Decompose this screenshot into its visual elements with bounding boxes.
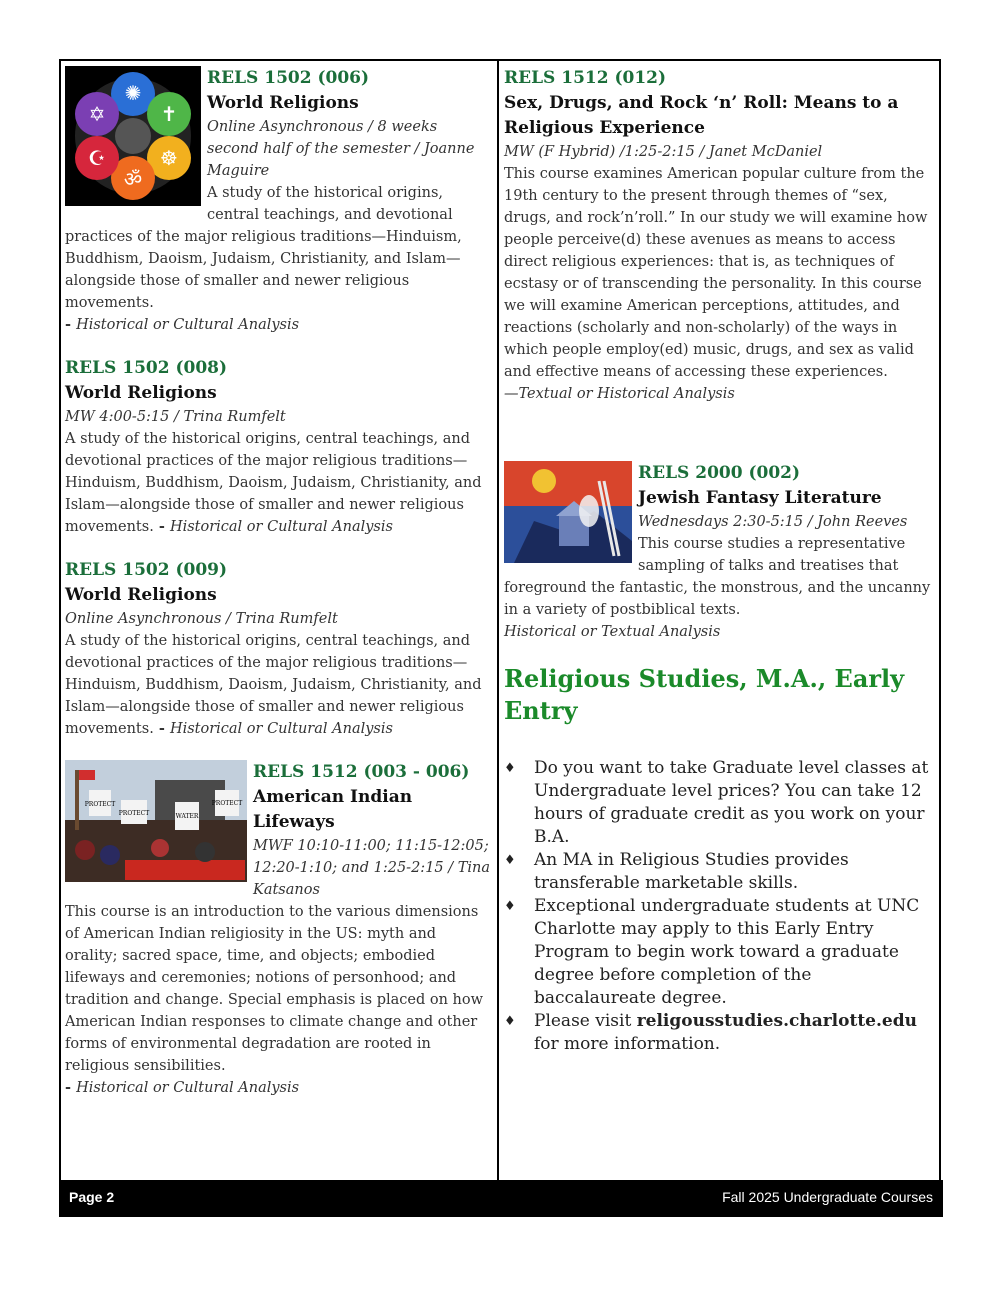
bullet-prefix: Please visit [534,1011,637,1031]
course-analysis: —Textual or Historical Analysis [504,386,735,402]
analysis-dash: - [153,518,170,535]
early-entry-bullet-list [504,757,936,1056]
protest-photo-image [65,760,247,882]
fantasy-painting-image [504,461,632,563]
course-title: World Religions [65,585,217,605]
course-title: World Religions [207,93,359,113]
course-description: This course is an introduction to the various dimensions of American Indian religiosity in the US: myth and orality; sacred space, time, and objects; embodied lifeways and ceremonies; notions of personhood; and tradition and change. Special emphasis is placed on how American Indian responses to climate change and other forms of environmental degradation are rooted in religious sensibilities. [65,904,484,1074]
course-rels-1512-012 [504,66,936,405]
course-title: World Religions [65,383,217,403]
course-description [65,428,493,538]
description-text: A study of the historical origins, central teachings, and devotional practices of the major religious traditions—Hinduism, Buddhism, Daoism, Judaism, Christianity, and Islam—alongside those of smaller and newer religious movements. [65,431,482,535]
course-meta: Online Asynchronous / 8 weeks second half of the semester / Joanne Maguire [207,119,475,179]
analysis-dash: - [153,720,170,737]
bullet-text: Do you want to take Graduate level classes at Undergraduate level prices? You can take 12 hours of graduate credit as you work on your B.A. [534,758,929,847]
analysis-text: Historical or Cultural Analysis [169,721,393,737]
course-rels-1502-006 [65,66,493,336]
course-rels-2000-002 [504,461,936,643]
diamond-bullet-icon: ♦ [504,761,516,776]
list-item [504,757,936,849]
course-analysis [65,314,493,336]
list-item [504,895,936,1010]
page-number: Page 2 [69,1189,115,1205]
description-text: A study of the historical origins, central teachings, and devotional practices of the major religious traditions—Hinduism, Buddhism, Daoism, Judaism, Christianity, and Islam—alongside those of smaller and newer religious movements. [65,633,482,737]
svg-text:☸: ☸ [160,146,178,170]
svg-text:✺: ✺ [124,81,142,105]
course-description: A study of the historical origins, central teachings, and devotional practices of the major religious traditions—Hinduism, Buddhism, Daoism, Judaism, Christianity, and Islam—alongside those of smaller and newer religious movements. [65,185,462,311]
left-column [65,66,493,1119]
analysis-dash: - [65,316,77,333]
analysis-text: Historical or Cultural Analysis [169,519,393,535]
course-code: RELS 1502 (009) [65,560,228,580]
course-description [65,630,493,740]
course-code: RELS 2000 (002) [638,463,801,483]
course-meta: MWF 10:10-11:00; 11:15-12:05; 12:20-1:10; and 1:25-2:15 / Tina Katsanos [253,838,491,898]
course-description: This course examines American popular culture from the 19th century to the present through themes of “sex, drugs, and rock’n’roll.” In our study we will examine how people perceive(d) these avenues as means to access direct religious experiences: that is, as techniques of ecstasy or of transcending the personality. In this course we will examine American perceptions, attitudes, and reactions (scholarly and non-scholarly) of the ways in which people employ(ed) music, drugs, and sex as valid and effective means of accessing these experiences. [504,166,928,380]
course-code: RELS 1502 (006) [207,68,370,88]
svg-text:ॐ: ॐ [123,167,143,191]
course-title: American Indian Lifeways [253,787,413,832]
diamond-bullet-icon: ♦ [504,899,516,914]
bullet-text: Exceptional undergraduate students at UNC Charlotte may apply to this Early Entry Program to begin work toward a graduate degree before completion of the baccalaureate degree. [534,896,920,1008]
course-meta: MW 4:00-5:15 / Trina Rumfelt [65,409,286,425]
course-code: RELS 1512 (003 - 006) [253,762,470,782]
analysis-dash: - [65,1079,77,1096]
svg-text:☪: ☪ [88,146,106,170]
early-entry-heading: Religious Studies, M.A., Early Entry [504,664,905,725]
protest-sign: PROTECT [118,810,150,817]
course-title: Sex, Drugs, and Rock ‘n’ Roll: Means to a Religious Experience [504,93,899,138]
course-meta: Wednesdays 2:30-5:15 / John Reeves [638,514,908,530]
diamond-bullet-icon: ♦ [504,1014,516,1029]
course-title: Jewish Fantasy Literature [638,488,882,508]
course-analysis: Historical or Textual Analysis [504,624,721,640]
protest-sign: PROTECT [84,801,116,808]
protest-sign: PROTECT [211,800,243,807]
svg-text:✝: ✝ [160,102,178,126]
page-footer [59,1180,943,1217]
list-item [504,1010,936,1056]
bullet-suffix: for more information. [534,1034,721,1054]
analysis-text: Historical or Cultural Analysis [76,317,300,333]
column-divider [497,60,499,1180]
course-rels-1512-003-006 [65,760,493,1099]
analysis-text: Historical or Cultural Analysis [76,1080,300,1096]
course-meta: MW (F Hybrid) /1:25-2:15 / Janet McDaniel [504,144,823,160]
bullet-text: An MA in Religious Studies provides transferable marketable skills. [534,850,849,893]
diamond-bullet-icon: ♦ [504,853,516,868]
course-rels-1502-008 [65,356,493,538]
right-column [504,66,936,1056]
course-meta: Online Asynchronous / Trina Rumfelt [65,611,338,627]
website-link[interactable]: religousstudies.charlotte.edu [636,1011,917,1031]
course-analysis [65,1077,493,1099]
semester-label: Fall 2025 Undergraduate Courses [722,1189,933,1205]
list-item [504,849,936,895]
svg-text:✡: ✡ [88,102,106,126]
course-code: RELS 1502 (008) [65,358,228,378]
course-rels-1502-009 [65,558,493,740]
protest-sign: WATER [175,813,199,820]
world-religions-symbols-image [65,66,201,206]
course-code: RELS 1512 (012) [504,68,667,88]
course-description: This course studies a representative sampling of talks and treatises that foreground the fantastic, the monstrous, and the uncanny in a variety of postbiblical texts. [504,536,931,618]
